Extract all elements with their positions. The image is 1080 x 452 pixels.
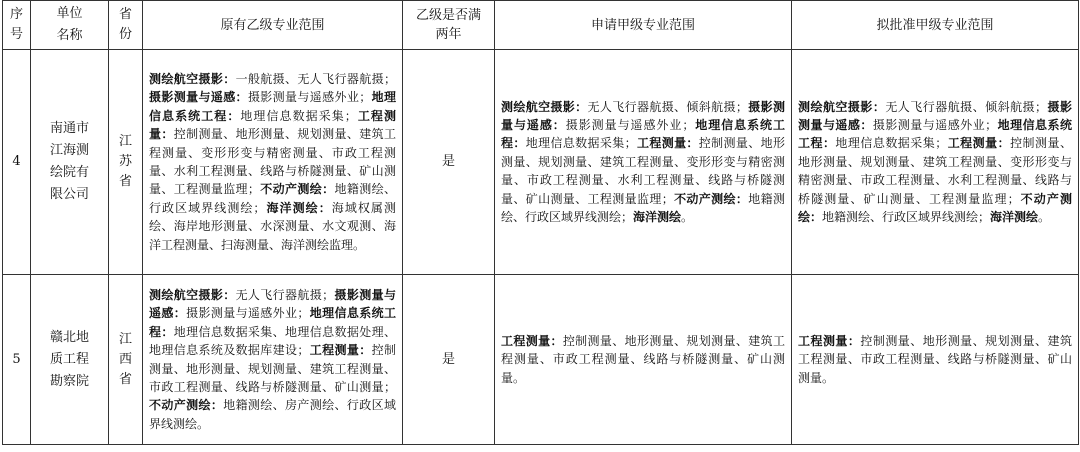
scope-content: 控制测量、地形测量、规划测量、建筑工程测量、市政工程测量、线路与桥隧测量、矿山测量； bbox=[149, 343, 396, 394]
scope-content: 摄影测量与遥感外业； bbox=[186, 306, 310, 321]
scope-content: 无人飞行器航摄； bbox=[235, 287, 335, 302]
row-approved-scope bbox=[792, 50, 1079, 275]
scope-content: 无人飞行器航摄、倾斜航摄； bbox=[587, 99, 748, 114]
scope-content: 地理信息数据采集； bbox=[835, 136, 948, 151]
scope-category: 地理信息系统工程： bbox=[501, 117, 785, 151]
header-province: 省份 bbox=[109, 1, 143, 50]
table-row bbox=[3, 275, 1079, 445]
header-unit: 单位名称 bbox=[31, 1, 109, 50]
scope-content: 摄影测量与遥感外业； bbox=[247, 90, 372, 105]
scope-category: 测绘航空摄影： bbox=[149, 71, 236, 86]
row-province: 江苏省 bbox=[109, 50, 143, 275]
row-province: 江西省 bbox=[109, 275, 143, 445]
scope-content: 控制测量、地形测量、规划测量、建筑工程测量、变形形变与精密测量、市政工程测量、水利工程测量、线路与桥隧测量、矿山测量、工程测量监理； bbox=[798, 136, 1072, 206]
scope-content: 地理信息数据采集、地理信息数据处理、地理信息系统及数据库建设； bbox=[149, 324, 396, 358]
qualification-table bbox=[2, 0, 1079, 445]
scope-content: 海域权属测绘、海岸地形测量、水深测量、水文观测、海洋工程测量、扫海测量、海洋测绘监理。 bbox=[149, 200, 396, 252]
scope-content: 摄影测量与遥感外业； bbox=[565, 117, 695, 132]
scope-category: 地理信息系统工程： bbox=[149, 90, 396, 123]
row-unit: 南通市江海测绘院有限公司 bbox=[31, 50, 109, 275]
header-index: 序号 bbox=[3, 1, 31, 50]
scope-content: 控制测量、地形测量、规划测量、建筑工程测量、变形形变与精密测量、市政工程测量、水利工程测量、线路与桥隧测量、矿山测量、工程测量监理； bbox=[501, 136, 785, 206]
scope-category: 不动产测绘： bbox=[673, 191, 749, 206]
row-original-scope bbox=[143, 50, 403, 275]
scope-category: 工程测量： bbox=[947, 136, 1011, 151]
scope-content: 控制测量、地形测量、规划测量、建筑工程测量、变形形变与精密测量、市政工程测量、水利工程测量、线路与桥隧测量、矿山测量、工程测量监理； bbox=[149, 127, 396, 197]
header-applied-scope: 申请甲级专业范围 bbox=[495, 1, 792, 50]
row-index: 4 bbox=[3, 50, 31, 275]
scope-category: 工程测量： bbox=[309, 343, 372, 358]
scope-category: 工程测量： bbox=[798, 333, 861, 348]
scope-category: 工程测量： bbox=[636, 136, 699, 151]
scope-content: 一般航摄、无人飞行器航摄； bbox=[235, 71, 396, 86]
table-header-row bbox=[3, 1, 1079, 50]
scope-category: 测绘航空摄影： bbox=[501, 99, 588, 114]
scope-category: 摄影测量与遥感： bbox=[798, 99, 1072, 132]
scope-category: 工程测量： bbox=[149, 108, 396, 142]
scope-content: 地籍测绘、行政区域界线测绘； bbox=[149, 182, 396, 215]
scope-category: 摄影测量与遥感： bbox=[149, 90, 248, 105]
row-two-years: 是 bbox=[403, 275, 495, 445]
scope-category: 测绘航空摄影： bbox=[798, 99, 886, 114]
scope-category: 海洋测绘 bbox=[633, 210, 682, 225]
scope-content: 控制测量、地形测量、规划测量、建筑工程测量、市政工程测量、线路与桥隧测量、矿山测量。 bbox=[501, 333, 785, 385]
row-original-scope bbox=[143, 275, 403, 445]
row-applied-scope bbox=[495, 275, 792, 445]
scope-content: 控制测量、地形测量、规划测量、建筑工程测量、市政工程测量、线路与桥隧测量、矿山测量。 bbox=[798, 333, 1072, 385]
row-index: 5 bbox=[3, 275, 31, 445]
scope-category: 地理信息系统工程： bbox=[149, 306, 396, 339]
scope-category: 工程测量： bbox=[501, 333, 563, 348]
row-approved-scope bbox=[792, 275, 1079, 445]
table-row bbox=[3, 50, 1079, 275]
scope-content: 地籍测绘、房产测绘、行政区域界线测绘。 bbox=[149, 398, 396, 431]
scope-category: 地理信息系统工程： bbox=[798, 117, 1072, 151]
header-original-scope: 原有乙级专业范围 bbox=[143, 1, 403, 50]
header-approved-scope: 拟批准甲级专业范围 bbox=[792, 1, 1079, 50]
scope-category: 摄影测量与遥感： bbox=[149, 287, 396, 321]
scope-content: 无人飞行器航摄、倾斜航摄； bbox=[885, 99, 1048, 114]
scope-content: 。 bbox=[1038, 210, 1051, 225]
scope-content: 地理信息数据采集； bbox=[525, 136, 637, 151]
scope-content: 地籍测绘、行政区域界线测绘； bbox=[501, 191, 785, 225]
scope-category: 不动产测绘： bbox=[259, 182, 335, 197]
row-unit: 赣北地质工程勘察院 bbox=[31, 275, 109, 445]
scope-category: 海洋测绘 bbox=[990, 210, 1039, 225]
scope-content: 地籍测绘、行政区域界线测绘； bbox=[822, 210, 991, 225]
scope-content: 地理信息数据采集； bbox=[240, 108, 357, 123]
row-applied-scope bbox=[495, 50, 792, 275]
header-two-years: 乙级是否满两年 bbox=[403, 1, 495, 50]
scope-category: 不动产测绘： bbox=[149, 398, 224, 413]
scope-content: 。 bbox=[681, 210, 694, 225]
scope-category: 测绘航空摄影： bbox=[149, 287, 236, 302]
scope-category: 摄影测量与遥感： bbox=[501, 99, 785, 132]
scope-category: 不动产测绘： bbox=[798, 191, 1072, 225]
scope-content: 摄影测量与遥感外业； bbox=[872, 117, 998, 132]
scope-category: 海洋测绘： bbox=[265, 200, 332, 215]
row-two-years: 是 bbox=[403, 50, 495, 275]
